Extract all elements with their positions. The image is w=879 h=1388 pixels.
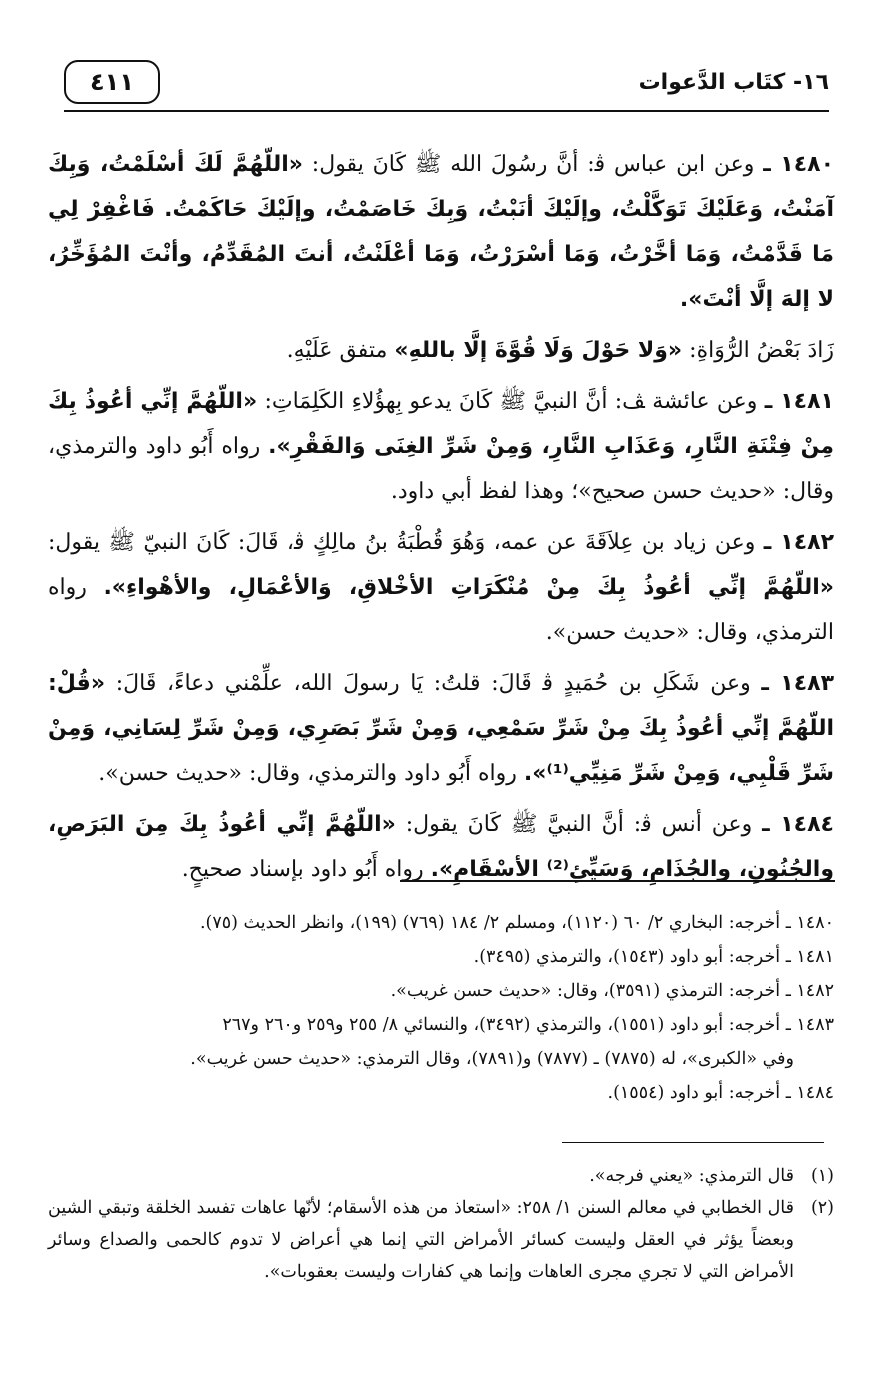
section-divider	[400, 880, 835, 882]
hadith-after: رواه الترمذي، وقال: «حديث حسن».	[48, 575, 834, 645]
hadith-text: وعن ابن عباس ﭬ: أنَّ رسُولَ الله ﷺ كَانَ يقول:	[311, 152, 755, 177]
main-text	[48, 142, 834, 898]
hadith-dua: «قُلْ: اللّهُمَّ إنِّي أعُوذُ بِكَ مِنْ شَرِّ سَمْعِي، وَمِنْ شَرِّ بَصَرِي، وَمِنْ شَرِّ لِسَانِي، وَمِنْ شَرِّ قَلْبِي، وَمِنْ شَرِّ مَنِيِّي⁽¹⁾».	[48, 671, 834, 786]
hadith-after: رواه أَبُو داود بإسناد صحيحٍ.	[181, 857, 424, 882]
footnote-1	[48, 1160, 834, 1192]
hadith-1481	[48, 379, 834, 514]
hadith-number: ١٤٨٠ ـ	[763, 152, 834, 177]
takhrij-line: ١٤٨٤ ـ أخرجه: أبو داود (١٥٥٤).	[607, 1083, 834, 1103]
hadith-dua: «اللّهُمَّ لَكَ أسْلَمْتُ، وَبِكَ آمَنْتُ، وَعَلَيْكَ تَوَكَّلْتُ، وإلَيْكَ أنَبْتُ، وَبِكَ خَاصَمْتُ، وإلَيْكَ حَاكَمْتُ. فَاغْفِرْ لِي مَا قَدَّمْتُ، وَمَا أخَّرْتُ، وَمَا أسْرَرْتُ، وَمَا أعْلَنْتُ، أنتَ المُقَدِّمُ، وأنْتَ المُؤَخِّرُ، لا إلهَ إلَّا أنْتَ».	[48, 152, 834, 312]
hadith-number: ١٤٨١ ـ	[764, 389, 834, 414]
hadith-1482	[48, 520, 834, 655]
hadith-after: متفق عَلَيْهِ.	[286, 338, 388, 363]
hadith-text: وعن أنس ﭬ: أنَّ النبيَّ ﷺ كَانَ يقول:	[405, 812, 753, 837]
footnote-divider	[562, 1142, 824, 1143]
hadith-number: ١٤٨٣ ـ	[761, 671, 834, 696]
footnotes	[48, 1160, 834, 1288]
takhrij-line: ١٤٨٠ ـ أخرجه: البخاري ٢/ ٦٠ (١١٢٠)، ومسلم ٢/ ١٨٤ (٧٦٩) (١٩٩)، وانظر الحديث (٧٥).	[199, 913, 834, 933]
hadith-number: ١٤٨٤ ـ	[762, 812, 834, 837]
hadith-dua: «اللّهُمَّ إنِّي أعُوذُ بِكَ مِنْ مُنْكَرَاتِ الأخْلاقِ، وَالأعْمَالِ، والأهْواءِ».	[103, 575, 834, 600]
takhrij-line: وفي «الكبرى»، له (٧٨٧٥) ـ (٧٨٧٧) و(٧٨٩١)، وقال الترمذي: «حديث حسن غريب».	[190, 1049, 794, 1069]
footnote-text: قال الخطابي في معالم السنن ١/ ٢٥٨: «استعاذ من هذه الأسقام؛ لأنّها عاهات تفسد الخلقة وتبقي الشين وبعضاً يؤثر في العقل وليست كسائر الأمراض التي إنما هي أعراض لا تدوم كالحمى والصداع وسائر الأمراض التي لا تجري مجرى العاهات وإنما هي كفارات وليست بعقوبات».	[48, 1198, 794, 1282]
footnote-2	[48, 1192, 834, 1288]
takhrij-notes	[48, 906, 834, 1110]
hadith-1484	[48, 802, 834, 892]
hadith-after: رواه أَبُو داود والترمذي، وقال: «حديث حسن صحيح»؛ وهذا لفظ أبي داود.	[48, 434, 834, 504]
hadith-text: زَادَ بَعْضُ الرُّوَاةِ:	[689, 338, 834, 363]
hadith-text: وعن شَكَلِ بن حُمَيدٍ ﭬ قَالَ: قلتُ: يَا رسولَ الله، علِّمْني دعاءً، قَالَ:	[115, 671, 751, 696]
hadith-dua: «وَلا حَوْلَ وَلَا قُوَّةَ إلَّا باللهِ»	[394, 338, 683, 363]
page-number: ٤١١	[64, 60, 160, 104]
hadith-1480	[48, 142, 834, 322]
hadith-text: وعن زياد بن عِلاَقَةَ عن عمه، وَهُوَ قُطْبَةُ بنُ مالِكٍ ﭬ، قَالَ: كَانَ النبيّ ﷺ يقول:	[48, 530, 756, 555]
page-header	[64, 60, 829, 112]
hadith-number: ١٤٨٢ ـ	[763, 530, 835, 555]
hadith-after: رواه أَبُو داود والترمذي، وقال: «حديث حسن».	[98, 761, 517, 786]
footnote-mark: (١)	[810, 1166, 834, 1186]
hadith-1480-addition	[48, 328, 834, 373]
footnote-text: قال الترمذي: «يعني فرجه».	[589, 1166, 794, 1186]
takhrij-line: ١٤٨٢ ـ أخرجه: الترمذي (٣٥٩١)، وقال: «حديث حسن غريب».	[390, 981, 834, 1001]
hadith-dua: «اللّهُمَّ إنِّي أعُوذُ بِكَ مِنَ البَرَصِ، والجُنُونِ، والجُذَامِ، وَسَيِّئِ⁽²⁾ الأسْقَامِ».	[48, 812, 834, 882]
chapter-title: ١٦- كتَاب الدَّعوات	[638, 70, 829, 95]
footnote-mark: (٢)	[810, 1198, 834, 1218]
hadith-1483	[48, 661, 834, 796]
takhrij-line: ١٤٨٣ ـ أخرجه: أبو داود (١٥٥١)، والترمذي (٣٤٩٢)، والنسائي ٨/ ٢٥٥ و٢٥٩ و٢٦٠ و٢٦٧	[222, 1015, 834, 1035]
takhrij-line: ١٤٨١ ـ أخرجه: أبو داود (١٥٤٣)، والترمذي (٣٤٩٥).	[473, 947, 834, 967]
hadith-text: وعن عائشة ﭫ: أنَّ النبيَّ ﷺ كَانَ يدعو بِهؤُلاءِ الكَلِمَاتِ:	[264, 389, 758, 414]
hadith-dua: «اللّهُمَّ إنِّي أعُوذُ بِكَ مِنْ فِتْنَةِ النَّارِ، وَعَذَابِ النَّارِ، وَمِنْ شَرِّ الغِنَى وَالفَقْرِ».	[48, 389, 834, 459]
